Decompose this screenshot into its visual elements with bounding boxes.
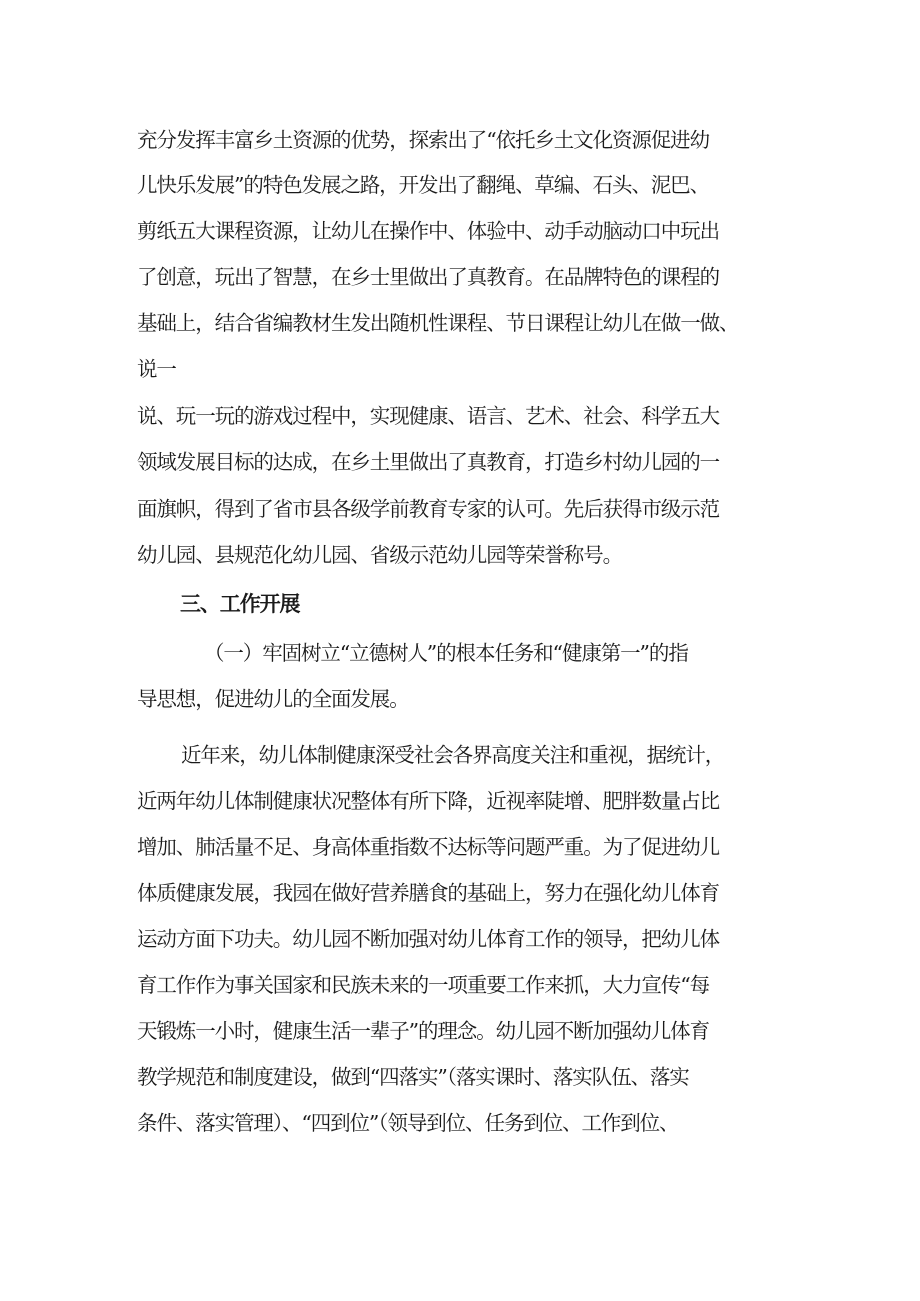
paragraph-line: 说、玩一玩的游戏过程中，实现健康、语言、艺术、社会、科学五大: [137, 404, 719, 428]
paragraph-line: 育工作作为事关国家和民族未来的一项重要工作来抓，大力宣传“每: [137, 973, 709, 997]
paragraph-line: 领域发展目标的达成，在乡土里做出了真教育，打造乡村幼儿园的一: [137, 450, 719, 474]
paragraph-line: 儿快乐发展”的特色发展之路，开发出了翻绳、草编、石头、泥巴、: [137, 173, 709, 197]
paragraph-line: 教学规范和制度建设，做到“四落实”（落实课时、落实队伍、落实: [137, 1065, 689, 1089]
paragraph-line: 近两年幼儿体制健康状况整体有所下降，近视率陡增、肥胖数量占比: [137, 789, 719, 813]
section-heading: 三、工作开展: [180, 592, 300, 616]
paragraph-line: 充分发挥丰富乡土资源的优势，探索出了“依托乡土文化资源促进幼: [137, 128, 709, 152]
paragraph-line: 运动方面下功夫。幼儿园不断加强对幼儿体育工作的领导，把幼儿体: [137, 927, 719, 951]
paragraph-line: 说一: [137, 357, 176, 381]
paragraph-line: 了创意，玩出了智慧，在乡士里做出了真教育。在品牌特色的课程的: [137, 265, 719, 289]
paragraph-line: 增加、肺活量不足、身高体重指数不达标等问题严重。为了促进幼儿: [137, 835, 719, 859]
paragraph-line: 面旗帜，得到了省市县各级学前教育专家的认可。先后获得市级示范: [137, 497, 719, 521]
subheading-line: 导思想，促进幼儿的全面发展。: [137, 687, 409, 711]
paragraph-line: 幼儿园、县规范化幼儿园、省级示范幼儿园等荣誉称号。: [137, 543, 622, 567]
paragraph-line: 近年来，幼儿体制健康深受社会各界高度关注和重视，据统计，: [181, 743, 725, 767]
paragraph-line: 天锻炼一小时，健康生活一辈子”的理念。幼儿园不断加强幼儿体育: [137, 1019, 709, 1043]
paragraph-line: 条件、落实管理）、“四到位”（领导到位、任务到位、工作到位、: [137, 1111, 679, 1135]
paragraph-line: 剪纸五大课程资源，让幼儿在操作中、体验中、动手动脑动口中玩出: [137, 219, 719, 243]
paragraph-line: 基础上，结合省编教材生发出随机性课程、节日课程让幼儿在做一做、: [137, 311, 739, 335]
subheading-line: （一）牢固树立“立德树人”的根本任务和“健康第一”的指: [204, 641, 688, 665]
paragraph-line: 体质健康发展，我园在做好营养膳食的基础上，努力在强化幼儿体育: [137, 881, 719, 905]
